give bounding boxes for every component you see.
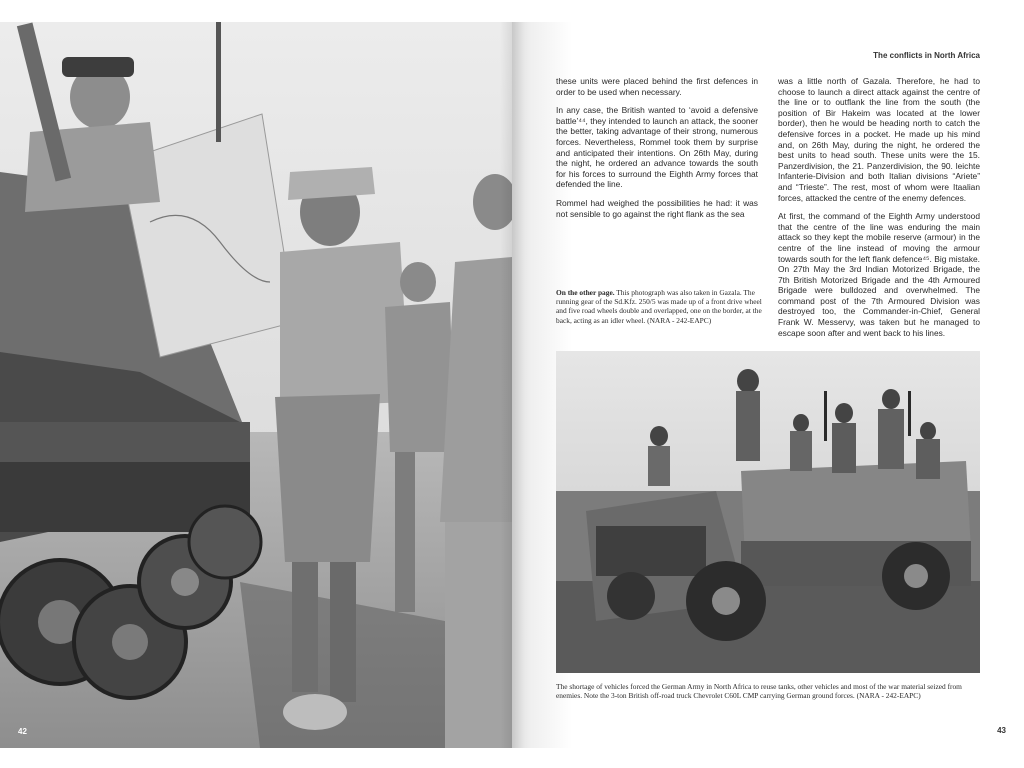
caption-text: This photograph was also taken in Gazala. The running gear of the Sd.Kfz. 250/5 was made up of a front drive wheel and five road wheels double and overlapped, one on the border, at the back, acting as an idler wheel. (NARA - 242-EAPC) (556, 288, 762, 325)
caption-other-page (556, 288, 762, 325)
paragraph: these units were placed behind the first defences in order to be used when necessary. (556, 76, 758, 97)
paragraph: was a little north of Gazala. Therefore, he had to choose to launch a direct attack against the centre of the line or to outflank the line from the south (the position of Bir Hakeim was located at the lower border), then he would be heading north to catch the defensive forces in a pocket. He made up his mind and, on 26th May, during the night, he ordered the best units to head south. These units were the 15. Panzerdivision, the 21. Panzerdivision, the 90. leichte Infanterie-Division and both Italian divisions “Ariete” and “Trieste”. The rest, most of whom were Itaalian forces, attacked the centre of the enemy defences. (778, 76, 980, 203)
paragraph: At first, the command of the Eighth Army understood that the centre of the line was enduring the main attack so they kept the mobile reserve (armour) in the centre of the line instead of moving the armour towards south for the left flank defence⁴⁵. Big mistake. On 27th May the 3rd Indian Motorized Brigade, the 7th British Motorized Brigade and the 4th Armoured Brigade were bulldozed and overwhelmed. The command post of the 7th Armoured Division was destroyed too, the Commander-in-Chief, General Frank W. Messervy, was taken but he managed to escape soon after and went back to his lines. (778, 211, 980, 338)
photo-officers-halftrack (0, 22, 512, 748)
left-page (0, 22, 512, 748)
book-spread (0, 22, 1024, 748)
photo-truck-soldiers (556, 351, 980, 673)
paragraph: In any case, the British wanted to ‘avoid a defensive battle’⁴⁴, they intended to launch an attack, the sooner the better, taking advantage of their strong, numerous forces. Nevertheless, Rommel took them by surprise and anticipated their intentions. On 26th May, during the night, he ordered an advance towards the south for his forces to surround the Eighth Army forces that defended the line. (556, 105, 758, 190)
photo-officers-halftrack-illustration (0, 22, 512, 748)
page-number-left: 42 (18, 727, 27, 736)
running-header: The conflicts in North Africa (873, 51, 980, 60)
paragraph: Rommel had weighed the possibilities he had: it was not sensible to go against the right flank as the sea (556, 197, 758, 219)
caption-lead: On the other page. (556, 288, 615, 297)
page-number-right: 43 (997, 726, 1006, 735)
text-column-left (556, 76, 758, 227)
text-column-right (778, 76, 980, 346)
photo-truck-illustration (556, 351, 980, 673)
caption-truck-photo: The shortage of vehicles forced the German Army in North Africa to reuse tanks, other vehicles and most of the war material seized from enemies. Note the 3-ton British off-road truck Chevrolet C60L CMP carrying German ground forces. (NARA - 242-EAPC) (556, 682, 962, 701)
right-page (512, 22, 1024, 748)
